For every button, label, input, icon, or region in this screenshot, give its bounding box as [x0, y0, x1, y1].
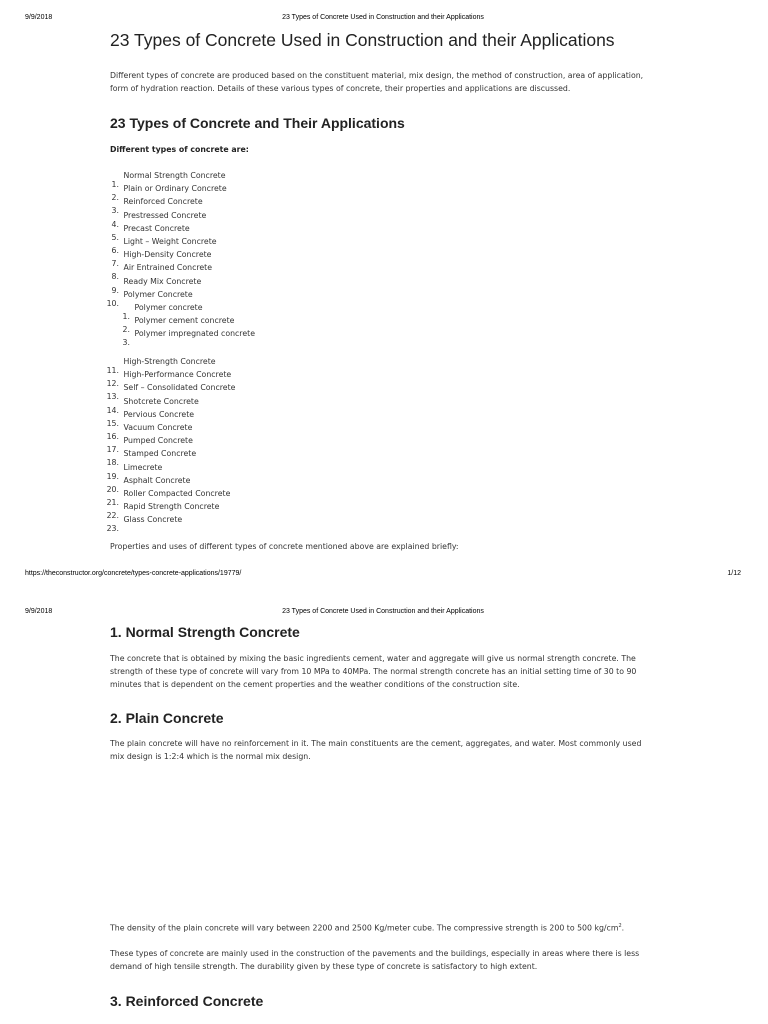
list-item-label: Air Entrained Concrete	[123, 263, 213, 273]
list-item-number-text: 17.	[106, 445, 119, 455]
list-item-label: Asphalt Concrete	[123, 475, 191, 485]
plain-concrete-paragraph: The plain concrete will have no reinforcement in it. The main constituents are the cement, aggregates, and water. Most commonly used mix design is 1:2:4 which is the normal mix design.	[110, 739, 642, 762]
list-item-number-text: 10.	[106, 298, 119, 308]
list-intro: Different types of concrete are:	[110, 145, 249, 154]
list-item	[106, 288, 655, 308]
list-item-number-text: 20.	[106, 484, 119, 494]
intro-block	[110, 69, 655, 95]
page1-footer	[25, 570, 741, 580]
list-item-number-text: 11.	[106, 366, 119, 375]
list-item-label: High-Strength Concrete	[123, 357, 216, 366]
header-date: 9/9/2018	[25, 608, 53, 615]
list-item-number-text: 16.	[106, 432, 119, 442]
list-item-number-text: 3.	[111, 206, 119, 216]
list-item-number-text: 1.	[111, 180, 119, 189]
list-item-number-text: 23.	[106, 524, 119, 534]
list-item-number-text: 1.	[122, 312, 130, 322]
types-list-a	[106, 169, 655, 348]
list-item-label: High-Performance Concrete	[123, 370, 232, 380]
outro-block	[110, 540, 655, 553]
footer-page-number: 1/12	[727, 570, 741, 577]
list-item-label: Polymer concrete	[134, 303, 203, 313]
s2-body-block	[110, 737, 655, 763]
list-item-number-text: 2.	[111, 193, 119, 203]
s1-heading-block	[110, 624, 655, 640]
list-item-label: Shotcrete Concrete	[123, 396, 199, 406]
page-title: 23 Types of Concrete Used in Construction and their Applications	[110, 30, 615, 50]
list-item-number-text: 14.	[106, 405, 119, 415]
list-item-number-text: 8.	[111, 272, 119, 282]
list-item-label: Limecrete	[123, 462, 163, 472]
list-item-label: Rapid Strength Concrete	[123, 502, 220, 512]
list-item-number-text: 19.	[106, 471, 119, 481]
section-heading-plain: 2. Plain Concrete	[110, 710, 224, 726]
intro-paragraph: Different types of concrete are produced based on the constituent material, mix design, the method of construction, area of application, form of hydration reaction. Details of these various types of concrete, their properties and applications are discussed.	[110, 71, 644, 94]
normal-strength-paragraph: The concrete that is obtained by mixing the basic ingredients cement, water and aggregate will give us normal strength concrete. The strength of these type of concrete will vary from 10 MPa to 40MPa. The normal strength concrete has an initial setting time of 30 to 90 minutes that is dependent on the cement properties and the weather conditions of the construction site.	[110, 654, 637, 690]
list-item-number-text: 21.	[106, 498, 119, 508]
list-item-label: Light – Weight Concrete	[123, 237, 217, 247]
s2-heading-block	[110, 710, 655, 726]
list-item-label: Reinforced Concrete	[123, 197, 203, 207]
section-heading-normal-strength: 1. Normal Strength Concrete	[110, 624, 300, 640]
footer-url[interactable]: https://theconstructor.org/concrete/types-concrete-applications/19779/	[25, 570, 242, 577]
list-item-label: Plain or Ordinary Concrete	[123, 184, 227, 194]
s2-density-block	[110, 920, 655, 935]
list-item	[122, 327, 655, 348]
s3-heading-block	[110, 993, 655, 1009]
list-item-label: Glass Concrete	[123, 515, 183, 525]
header-date: 9/9/2018	[25, 14, 53, 21]
list-item-number-text: 5.	[111, 232, 119, 242]
list-item-label: Pervious Concrete	[123, 409, 195, 419]
list-item-number-text: 6.	[111, 246, 119, 256]
s2-uses-block	[110, 947, 655, 973]
list-item-label: Pumped Concrete	[123, 436, 193, 446]
list-item-number-text: 2.	[122, 325, 130, 335]
section-heading-block	[110, 115, 655, 131]
density-text: The density of the plain concrete will vary between 2200 and 2500 Kg/meter cube. The compressive strength is 200 to 500 kg/cm	[110, 923, 619, 933]
list-item-number-text: 13.	[106, 392, 119, 402]
page2-header	[25, 608, 741, 618]
list-item-label: Precast Concrete	[123, 223, 190, 233]
plain-uses-paragraph: These types of concrete are mainly used in the construction of the pavements and the buildings, especially in areas where there is less demand of high tensile strength. The durability given by these type of concrete is satisfactory to high extent.	[110, 949, 640, 972]
list-item-label: Polymer cement concrete	[134, 316, 235, 326]
list-item-label: Prestressed Concrete	[123, 210, 207, 220]
list-item-number-text: 12.	[106, 379, 119, 389]
types-list-b	[106, 355, 655, 534]
list-item-label: High-Density Concrete	[123, 250, 212, 260]
section-heading: 23 Types of Concrete and Their Applications	[110, 115, 405, 131]
page1-header	[25, 14, 741, 24]
s1-body-block	[110, 652, 655, 692]
list-item-label: Roller Compacted Concrete	[123, 489, 231, 499]
header-title: 23 Types of Concrete Used in Construction and their Applications	[282, 14, 484, 21]
list-item-number-text: 9.	[111, 285, 119, 295]
list-item-label: Vacuum Concrete	[123, 423, 193, 433]
plain-density-paragraph	[110, 920, 655, 935]
list-item-label: Stamped Concrete	[123, 449, 197, 459]
list-item-label: Ready Mix Concrete	[123, 276, 202, 286]
section-heading-reinforced: 3. Reinforced Concrete	[110, 993, 264, 1009]
list-intro-block	[110, 145, 655, 154]
page1-content	[110, 30, 655, 50]
density-superscript: 2	[618, 923, 622, 929]
list-item-label: Normal Strength Concrete	[123, 171, 226, 180]
list-item-label: Polymer impregnated concrete	[134, 329, 255, 339]
list-item-number-text: 4.	[111, 219, 119, 229]
outro-paragraph: Properties and uses of different types of concrete mentioned above are explained briefly:	[110, 542, 459, 551]
list-item-label: Self – Consolidated Concrete	[123, 383, 236, 393]
list-item-number-text: 15.	[106, 418, 119, 428]
list-item-number-text: 3.	[122, 338, 130, 348]
header-title: 23 Types of Concrete Used in Construction and their Applications	[282, 608, 484, 615]
list-item-number-text: 18.	[106, 458, 119, 468]
list-item-number-text: 7.	[111, 259, 119, 269]
density-period: .	[621, 923, 625, 933]
list-item-label: Polymer Concrete	[123, 289, 193, 299]
list-item-number-text: 22.	[106, 511, 119, 521]
